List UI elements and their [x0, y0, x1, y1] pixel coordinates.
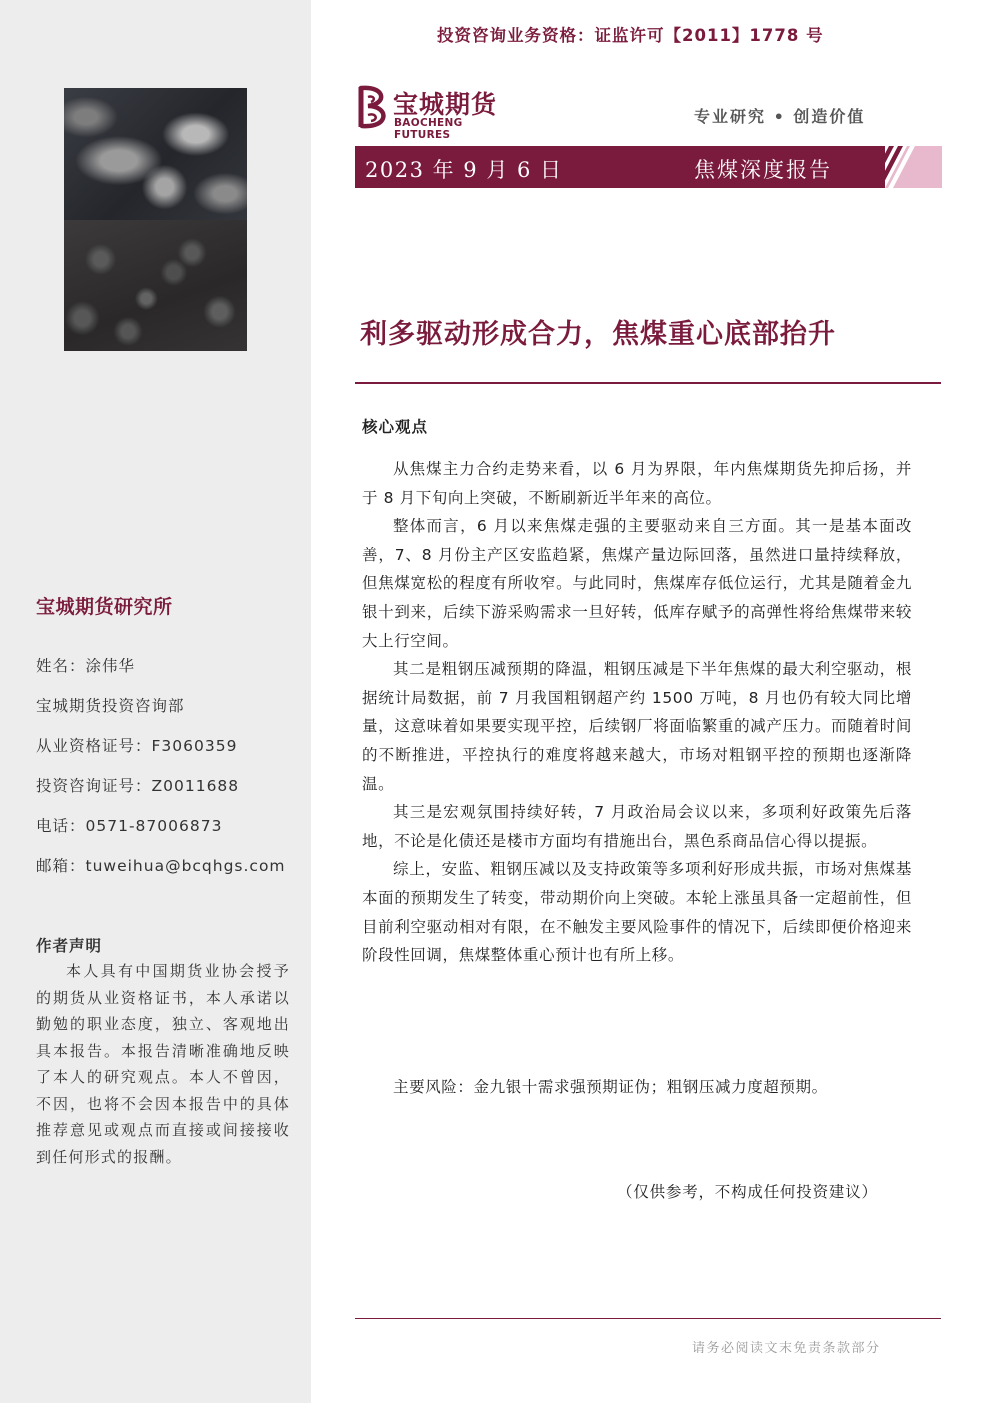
- coke-photo: [64, 220, 247, 351]
- headline-divider: [355, 382, 941, 384]
- paragraph: 从焦煤主力合约走势来看，以 6 月为界限，年内焦煤期货先抑后扬，并于 8 月下旬向上突破，不断刷新近半年来的高位。: [362, 460, 912, 507]
- email-address[interactable]: 邮箱：tuweihua@bcqhgs.com: [36, 857, 286, 875]
- logo-english-name: BAOCHENG FUTURES: [394, 117, 463, 141]
- logo-chinese-name: 宝城期货: [393, 90, 498, 119]
- core-views-body: [362, 455, 912, 970]
- analyst-department: 宝城期货投资咨询部: [36, 697, 185, 715]
- paragraph: 综上，安监、粗钢压减以及支持政策等多项利好形成共振，市场对焦煤基本面的预期发生了转变，带动期价向上突破。本轮上涨虽具备一定超前性，但目前利空驱动相对有限，在不触发主要风险事件的情况下，后续即便价格迎来阶段性回调，焦煤整体重心预计也有所上移。: [362, 860, 912, 965]
- report-headline: 利多驱动形成合力，焦煤重心底部抬升: [360, 319, 836, 350]
- disclaimer: （仅供参考，不构成任何投资建议）: [617, 1183, 878, 1201]
- logo-b-icon: [356, 84, 390, 130]
- section-title: 核心观点: [362, 418, 429, 436]
- consulting-number: 投资咨询证号：Z0011688: [36, 777, 240, 795]
- slogan: 专业研究 • 创造价值: [694, 107, 866, 126]
- paragraph: 其二是粗钢压减预期的降温，粗钢压减是下半年焦煤的最大利空驱动，根据统计局数据，前 7 月我国粗钢超产约 1500 万吨，8 月也仍有较大同比增量，这意味着如果要实现平控，后续钢厂将面临繁重的减产压力。而随着时间的不断推进，平控执行的难度将越来越大，市场对粗钢平控的预期也逐渐降温。: [362, 660, 912, 793]
- phone-number: 电话：0571-87006873: [36, 817, 223, 835]
- main-risk: 主要风险：金九银十需求强预期证伪；粗钢压减力度超预期。: [393, 1078, 828, 1096]
- qualification-number: 从业资格证号：F3060359: [36, 737, 238, 755]
- research-institute-title: 宝城期货研究所: [36, 596, 173, 618]
- company-logo: [356, 84, 521, 141]
- banner-stripes: [858, 146, 942, 188]
- author-declaration-title: 作者声明: [36, 937, 103, 955]
- footer-divider: [355, 1318, 941, 1319]
- coal-photo: [64, 88, 247, 220]
- footer-note: 请务必阅读文末免责条款部分: [692, 1341, 881, 1356]
- analyst-name: 姓名：涂伟华: [36, 657, 136, 675]
- paragraph: 其三是宏观氛围持续好转，7 月政治局会议以来，多项利好政策先后落地，不论是化债还是楼市方面均有措施出台，黑色系商品信心得以提振。: [362, 803, 912, 850]
- license-text: 投资咨询业务资格：证监许可【2011】1778 号: [437, 26, 824, 45]
- report-type: 焦煤深度报告: [694, 158, 832, 182]
- author-declaration-body: 本人具有中国期货业协会授予的期货从业资格证书，本人承诺以勤勉的职业态度，独立、客观地出具本报告。本报告清晰准确地反映了本人的研究观点。本人不曾因，不因，也将不会因本报告中的具体推荐意见或观点而直接或间接接收到任何形式的报酬。: [36, 962, 290, 1166]
- paragraph: 整体而言，6 月以来焦煤走强的主要驱动来自三方面。其一是基本面改善，7、8 月份主产区安监趋紧，焦煤产量边际回落，虽然进口量持续释放，但焦煤宽松的程度有所收窄。与此同时，焦煤库存低位运行，尤其是随着金九银十到来，后续下游采购需求一旦好转，低库存赋予的高弹性将给焦煤带来较大上行空间。: [362, 517, 912, 650]
- report-date: 2023 年 9 月 6 日: [365, 158, 563, 182]
